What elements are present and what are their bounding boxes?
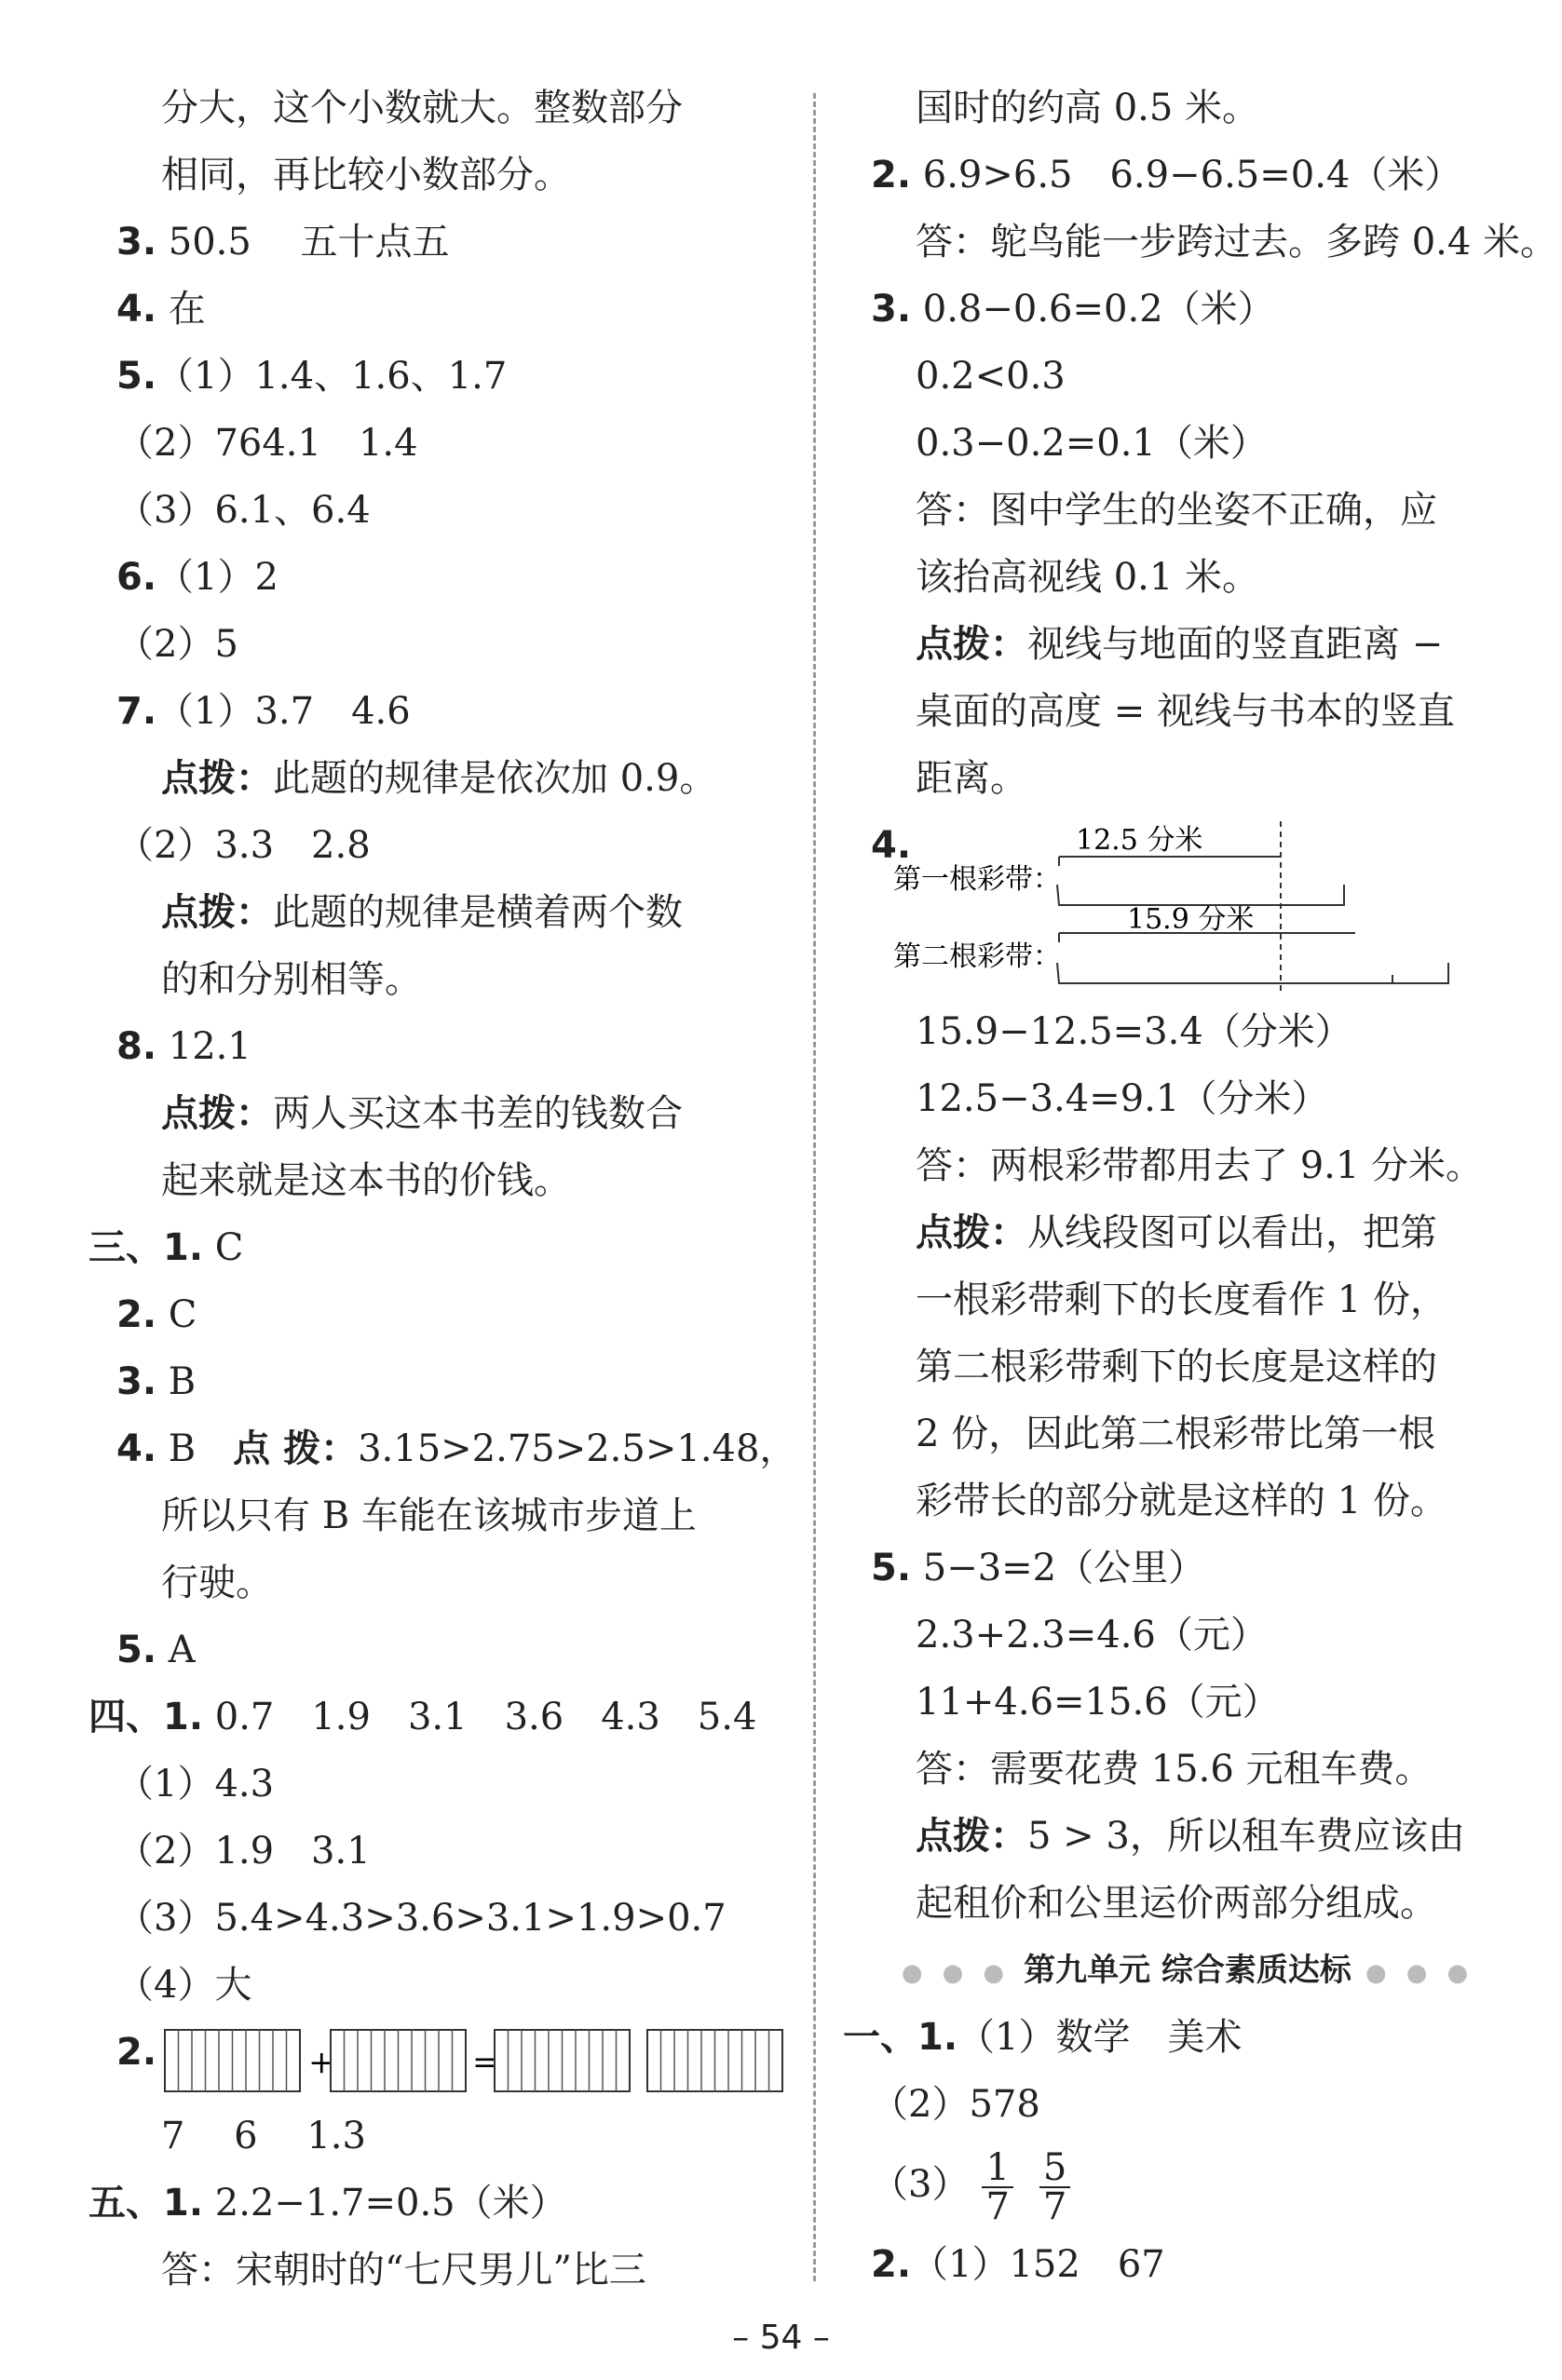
answer-line bbox=[843, 2231, 1532, 2298]
question-number: 8. bbox=[116, 1025, 157, 1068]
answer-text: （1）2 bbox=[156, 556, 278, 599]
answer-line bbox=[88, 1885, 796, 1952]
answer-line bbox=[88, 1549, 796, 1616]
question-number: 2. bbox=[871, 2243, 912, 2286]
answer-text: 答：两根彩带都用去了 9.1 分米。 bbox=[916, 1144, 1484, 1187]
answer-text: 在 bbox=[156, 288, 206, 331]
answer-line bbox=[88, 74, 796, 142]
question-number: 4. bbox=[871, 824, 912, 867]
hint-label: 点拨： bbox=[161, 891, 273, 934]
answer-text: （4）大 bbox=[116, 1964, 252, 2007]
answer-line bbox=[88, 1348, 796, 1415]
answer-text: 2.3+2.3=4.6（元） bbox=[916, 1614, 1268, 1657]
answer-line bbox=[88, 1616, 796, 1684]
answer-text: 桌面的高度 = 视线与书本的竖直 bbox=[916, 690, 1455, 733]
question-number: 3. bbox=[116, 221, 157, 264]
hint-label: 点拨： bbox=[916, 623, 1027, 666]
answer-line bbox=[843, 276, 1532, 343]
answer-line bbox=[843, 2071, 1532, 2138]
ribbon-first-bar bbox=[1057, 885, 1344, 905]
plus-sign: + bbox=[308, 2044, 335, 2081]
question-number: 3. bbox=[116, 1360, 157, 1403]
answer-text: （1）4.3 bbox=[116, 1763, 275, 1805]
question-number: 2. bbox=[116, 2031, 157, 2074]
answer-text: 行驶。 bbox=[161, 1562, 273, 1604]
answer-text: C bbox=[203, 1226, 244, 1269]
answer-line bbox=[88, 745, 796, 812]
answer-line bbox=[88, 209, 796, 276]
answer-line bbox=[843, 745, 1532, 812]
answer-text: A bbox=[156, 1629, 196, 1671]
column-divider bbox=[813, 93, 816, 2281]
answer-line bbox=[88, 2170, 796, 2237]
fraction-numerator: 5 bbox=[1039, 2149, 1070, 2188]
section-marker: 五、 bbox=[88, 2182, 163, 2224]
answer-text: （3）5.4>4.3>3.6>3.1>1.9>0.7 bbox=[116, 1897, 727, 1940]
answer-text: 距离。 bbox=[916, 757, 1027, 800]
answer-line bbox=[88, 1281, 796, 1348]
question-number: 5. bbox=[871, 1547, 912, 1589]
answer-line bbox=[843, 1132, 1532, 1199]
answer-text: （2）3.3 2.8 bbox=[116, 824, 371, 867]
ribbon-length-second: 15.9 分米 bbox=[1127, 903, 1255, 936]
answer-line bbox=[88, 611, 796, 678]
answer-text: 12.1 bbox=[156, 1025, 251, 1068]
ribbon-diagram-line bbox=[843, 812, 1532, 998]
answer-text: 0.2<0.3 bbox=[916, 355, 1066, 398]
right-column bbox=[843, 74, 1558, 2298]
ribbon-second-bar bbox=[1057, 963, 1448, 983]
answer-line bbox=[843, 477, 1532, 544]
answer-text: 该抬高视线 0.1 米。 bbox=[916, 556, 1260, 599]
fraction-denominator: 7 bbox=[985, 2185, 1010, 2228]
answer-line bbox=[843, 2004, 1532, 2071]
answer-text: 答：图中学生的坐姿不正确，应 bbox=[916, 489, 1437, 532]
answer-text: 从线段图可以看出，把第 bbox=[1027, 1211, 1437, 1254]
section-marker: 四、 bbox=[88, 1696, 163, 1738]
answer-line bbox=[843, 74, 1532, 142]
answer-text: 答：鸵鸟能一步跨过去。多跨 0.4 米。 bbox=[916, 221, 1558, 264]
ribbon-length-first: 12.5 分米 bbox=[1076, 824, 1203, 857]
answer-text: 的和分别相等。 bbox=[161, 958, 422, 1001]
decimal-grid-figure bbox=[163, 2019, 796, 2103]
answer-line bbox=[843, 209, 1558, 276]
answer-text: 11+4.6=15.6（元） bbox=[916, 1681, 1280, 1724]
grid-question-line bbox=[88, 2019, 796, 2103]
answer-text: B bbox=[156, 1427, 234, 1470]
question-number: 2. bbox=[871, 154, 912, 196]
fraction bbox=[1039, 2146, 1070, 2228]
answer-line bbox=[88, 343, 796, 410]
hint-label: 点拨： bbox=[916, 1815, 1027, 1858]
answer-text: 15.9−12.5=3.4（分米） bbox=[916, 1010, 1352, 1053]
answer-line bbox=[843, 1065, 1532, 1132]
question-number: 1. bbox=[163, 2182, 204, 2224]
answer-text: 第二根彩带剩下的长度是这样的 bbox=[916, 1346, 1437, 1388]
answer-text: 0.3−0.2=0.1（米） bbox=[916, 422, 1268, 465]
answer-text: （3）6.1、6.4 bbox=[116, 489, 371, 532]
answer-text: 分大，这个小数就大。整数部分 bbox=[161, 87, 683, 129]
answer-line bbox=[843, 1803, 1532, 1870]
answer-line bbox=[843, 1669, 1532, 1736]
answer-text: （1）152 67 bbox=[911, 2243, 1165, 2286]
answer-line bbox=[88, 142, 796, 209]
answer-text: C bbox=[156, 1293, 197, 1336]
answer-line bbox=[88, 1147, 796, 1214]
answer-line bbox=[88, 678, 796, 745]
answer-text: 此题的规律是依次加 0.9。 bbox=[273, 757, 717, 800]
question-number: 6. bbox=[116, 556, 157, 599]
fraction-numerator: 1 bbox=[982, 2149, 1012, 2188]
answer-line bbox=[88, 477, 796, 544]
hint-label: 点 拨： bbox=[233, 1427, 359, 1470]
answer-text: 起租价和公里运价两部分组成。 bbox=[916, 1882, 1437, 1925]
answer-line bbox=[843, 343, 1532, 410]
answer-text: 视线与地面的竖直距离 − bbox=[1027, 623, 1444, 666]
question-number: 7. bbox=[116, 690, 157, 733]
answer-text: 6.9>6.5 6.9−6.5=0.4（米） bbox=[911, 154, 1462, 196]
hint-label: 点拨： bbox=[916, 1211, 1027, 1254]
hint-label: 点拨： bbox=[161, 757, 273, 800]
answer-text: 12.5−3.4=9.1（分米） bbox=[916, 1077, 1329, 1120]
answer-text: 0.8−0.6=0.2（米） bbox=[911, 288, 1275, 331]
grid-second bbox=[331, 2030, 466, 2091]
answer-line bbox=[843, 998, 1532, 1065]
answer-line bbox=[88, 879, 796, 946]
answer-line bbox=[843, 1333, 1532, 1400]
unit-heading-text: 第九单元 综合素质达标 bbox=[1024, 1952, 1351, 1989]
heading-dots-left: ● ● ● bbox=[901, 1959, 1025, 1987]
question-number: 3. bbox=[871, 288, 912, 331]
answer-text: 2.2−1.7=0.5（米） bbox=[203, 2182, 567, 2224]
answer-text: 5−3=2（公里） bbox=[911, 1547, 1206, 1589]
section-marker: 一、 bbox=[843, 2016, 917, 2059]
answer-text: （3） bbox=[871, 2163, 970, 2206]
answer-text: 50.5 五十点五 bbox=[156, 221, 450, 264]
fraction bbox=[982, 2146, 1012, 2228]
answer-text: （1）数学 美术 bbox=[958, 2016, 1243, 2059]
answer-line bbox=[843, 1535, 1532, 1602]
question-number: 5. bbox=[116, 1629, 157, 1671]
answer-text: （2）5 bbox=[116, 623, 238, 666]
answer-line bbox=[88, 410, 796, 477]
answer-text: 5 > 3，所以租车费应该由 bbox=[1027, 1815, 1465, 1858]
section-marker: 三、 bbox=[88, 1226, 163, 1269]
answer-line bbox=[88, 276, 796, 343]
answer-line bbox=[843, 678, 1532, 745]
answer-text: 0.7 1.9 3.1 3.6 4.3 5.4 bbox=[203, 1696, 757, 1738]
ribbon-label-first: 第一根彩带： bbox=[893, 863, 1061, 896]
answer-line bbox=[843, 1870, 1532, 1937]
answer-line bbox=[843, 410, 1532, 477]
hint-label: 点拨： bbox=[161, 1092, 273, 1135]
answer-line bbox=[843, 1199, 1532, 1266]
grid-first bbox=[165, 2030, 300, 2091]
unit-heading bbox=[843, 1937, 1532, 2004]
answer-line bbox=[88, 812, 796, 879]
answer-text: 3.15>2.75>2.5>1.48， bbox=[358, 1427, 797, 1470]
answer-line bbox=[843, 1266, 1532, 1333]
answer-line bbox=[88, 1684, 796, 1751]
answer-line bbox=[88, 1482, 796, 1549]
answer-line bbox=[88, 1013, 796, 1080]
question-number: 4. bbox=[116, 288, 157, 331]
answer-line bbox=[88, 1080, 796, 1147]
answer-line bbox=[88, 544, 796, 611]
answer-text: 起来就是这本书的价钱。 bbox=[161, 1159, 571, 1202]
equals-sign: = bbox=[472, 2044, 499, 2081]
answer-line bbox=[843, 611, 1532, 678]
question-number: 1. bbox=[163, 1696, 204, 1738]
ribbon-line-diagram bbox=[890, 812, 1486, 998]
answer-text: 一根彩带剩下的长度看作 1 份， bbox=[916, 1278, 1447, 1321]
question-number: 4. bbox=[116, 1427, 157, 1470]
fraction-answer-line bbox=[843, 2138, 1532, 2231]
answer-text: 相同，再比较小数部分。 bbox=[161, 154, 571, 196]
answer-line bbox=[843, 544, 1532, 611]
page-number: – 54 – bbox=[732, 2319, 830, 2357]
question-number: 5. bbox=[116, 355, 157, 398]
answer-text: 国时的约高 0.5 米。 bbox=[916, 87, 1260, 129]
fraction-denominator: 7 bbox=[1042, 2185, 1067, 2228]
left-column bbox=[88, 74, 796, 2304]
answer-text: （1）3.7 4.6 bbox=[156, 690, 411, 733]
answer-text: 两人买这本书差的钱数合 bbox=[273, 1092, 683, 1135]
answer-line bbox=[88, 1214, 796, 1281]
answer-text: B bbox=[156, 1360, 197, 1403]
answer-text: 此题的规律是横着两个数 bbox=[273, 891, 683, 934]
answer-line bbox=[843, 1467, 1532, 1535]
question-number: 1. bbox=[163, 1226, 204, 1269]
answer-line bbox=[843, 142, 1532, 209]
answer-line bbox=[843, 1400, 1532, 1467]
heading-dots-right: ● ● ● bbox=[1351, 1959, 1474, 1987]
ribbon-label-second: 第二根彩带： bbox=[893, 940, 1061, 973]
answer-text: （2）578 bbox=[871, 2083, 1040, 2126]
question-number: 2. bbox=[116, 1293, 157, 1336]
answer-text: （2）1.9 3.1 bbox=[116, 1830, 371, 1873]
answer-text: 答：宋朝时的“七尺男儿”比三 bbox=[161, 2249, 646, 2292]
grid-answer-line: 7 6 1.3 bbox=[161, 2115, 366, 2157]
answer-text: （1）1.4、1.6、1.7 bbox=[156, 355, 508, 398]
question-number: 1. bbox=[917, 2016, 958, 2059]
answer-line bbox=[88, 946, 796, 1013]
answer-line bbox=[88, 2237, 796, 2304]
grid-fourth bbox=[647, 2030, 782, 2091]
answer-text: 答：需要花费 15.6 元租车费。 bbox=[916, 1748, 1433, 1791]
answer-line bbox=[843, 1736, 1532, 1803]
answer-text: 彩带长的部分就是这样的 1 份。 bbox=[916, 1480, 1447, 1522]
answer-text: 所以只有 B 车能在该城市步道上 bbox=[161, 1494, 697, 1537]
answer-text: （2）764.1 1.4 bbox=[116, 422, 418, 465]
answer-line bbox=[88, 1751, 796, 1818]
grid-third bbox=[495, 2030, 630, 2091]
answer-line bbox=[88, 1415, 796, 1482]
answer-line bbox=[88, 1952, 796, 2019]
answer-line bbox=[88, 1818, 796, 1885]
answer-text: 2 份，因此第二根彩带比第一根 bbox=[916, 1413, 1436, 1455]
answer-line bbox=[843, 1602, 1532, 1669]
